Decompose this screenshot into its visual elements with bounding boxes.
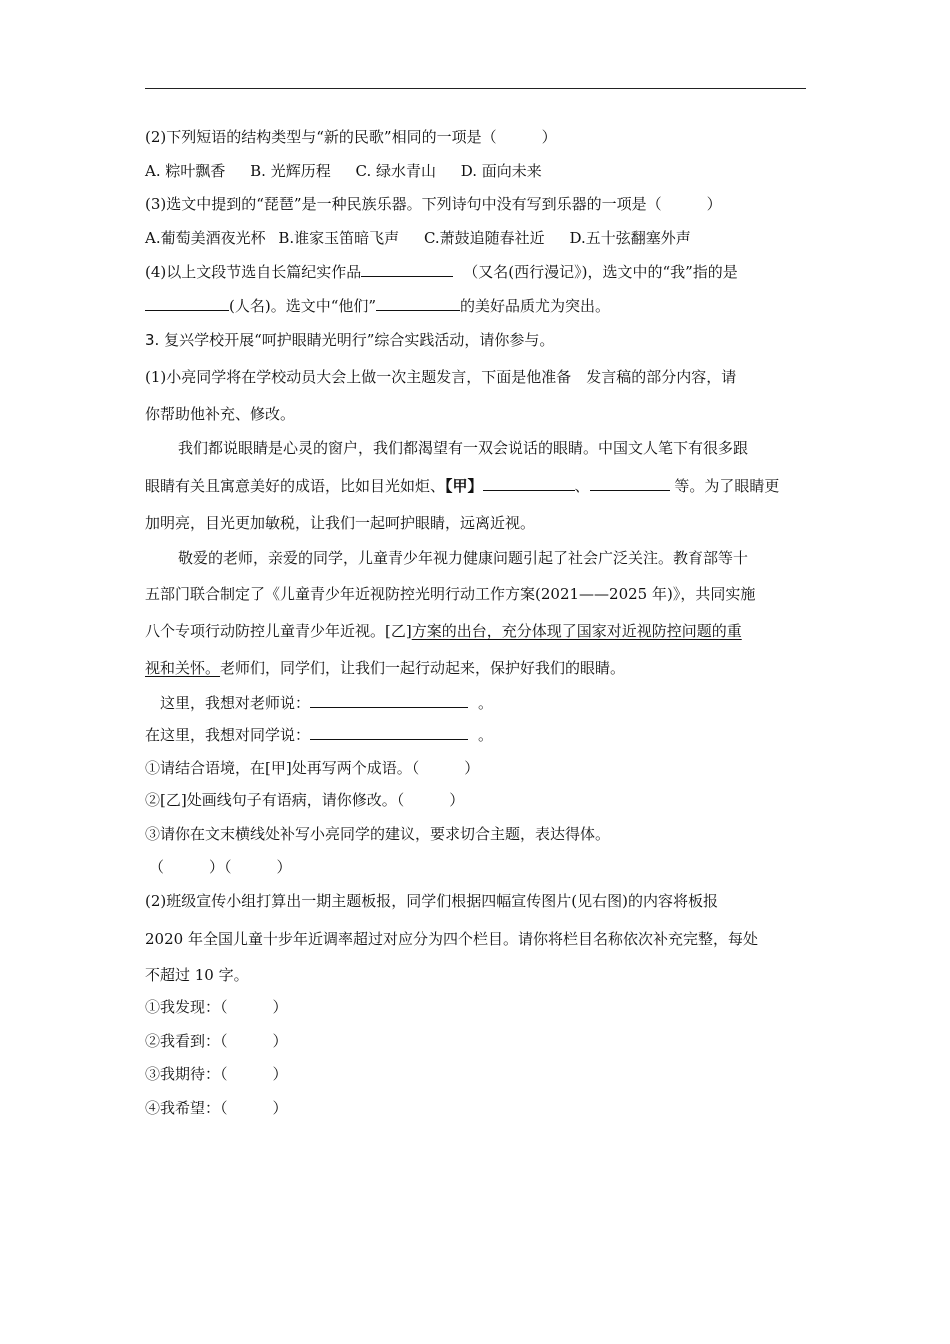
answer-blank[interactable] xyxy=(361,262,453,277)
underlined-sentence: 方案的出台，充分体现了国家对近视防控问题的重 xyxy=(411,622,742,640)
option-d: D.五十弦翻塞外声 xyxy=(569,229,691,247)
answer-blank[interactable] xyxy=(376,296,460,311)
to-teacher-label: 这里，我想对老师说： xyxy=(160,694,311,712)
q3-p1-line2: 你帮助他补充、修改。 xyxy=(145,405,296,423)
q2-4-line2 xyxy=(145,296,610,316)
q3-p2-line1: (2)班级宣传小组打算出一期主题板报，同学们根据四幅宣传图片(见右图)的内容将板报 xyxy=(145,892,718,910)
header-rule xyxy=(145,88,806,89)
speech-text: 等。为了眼睛更 xyxy=(669,477,780,495)
q2-2-options xyxy=(145,161,542,181)
speech-para2-line3 xyxy=(145,621,742,641)
q2-3-options xyxy=(145,228,691,248)
q2-3-stem: (3)选文中提到的“琵琶”是一种民族乐器。下列诗句中没有写到乐器的一项是（ ） xyxy=(145,195,722,213)
board-item-3: ③我期待：（ ） xyxy=(145,1065,288,1083)
option-d: D. 面向未来 xyxy=(460,162,542,180)
sub-question-2: ②[乙]处画线句子有语病，请你修改。（ ） xyxy=(145,791,465,809)
q2-4-text: （又名(西行漫记》)，选文中的“我”指的是 xyxy=(463,263,738,281)
sub-question-1: ①请结合语境，在[甲]处再写两个成语。（ ） xyxy=(145,759,480,777)
speech-para2-line1: 敬爱的老师，亲爱的同学，儿童青少年视力健康问题引起了社会广泛关注。教育部等十 xyxy=(178,549,749,567)
q2-4-text: 的美好品质尤为突出。 xyxy=(460,297,611,315)
q2-2-stem: (2)下列短语的结构类型与“新的民歌”相同的一项是（ ） xyxy=(145,128,557,146)
q3-p2-line2: 2020 年全国儿童十步年近调率超过对应分为四个栏目。请你将栏目名称依次补充完整，每处 xyxy=(145,930,758,948)
speech-text: 八个专项行动防控儿童青少年近视。[乙] xyxy=(145,622,412,640)
idiom-blank-1[interactable] xyxy=(483,476,575,491)
option-c: C.萧鼓追随春社近 xyxy=(423,229,545,247)
q3-title xyxy=(145,330,554,350)
to-teacher-line xyxy=(160,693,493,713)
board-item-2: ②我看到：（ ） xyxy=(145,1032,288,1050)
option-c: C. 绿水青山 xyxy=(355,162,436,180)
speech-text: 、 xyxy=(574,477,590,495)
board-item-1: ①我发现：（ ） xyxy=(145,998,288,1016)
q2-4-line1 xyxy=(145,262,738,282)
speech-text: 老师们，同学们，让我们一起行动起来，保护好我们的眼睛。 xyxy=(220,659,626,677)
option-b: B.谁家玉笛暗飞声 xyxy=(278,229,400,247)
speech-text: 眼睛有关且寓意美好的成语，比如目光如炬、 xyxy=(145,477,446,495)
option-a: A.葡萄美酒夜光杯 xyxy=(145,229,266,247)
idiom-blank-2[interactable] xyxy=(590,476,670,491)
speech-para2-line4 xyxy=(145,658,625,678)
period: 。 xyxy=(478,726,494,744)
board-item-4: ④我希望：（ ） xyxy=(145,1099,288,1117)
speech-para1-line1: 我们都说眼睛是心灵的窗户，我们都渴望有一双会说话的眼睛。中国文人笔下有很多跟 xyxy=(178,439,749,457)
question-title: 复兴学校开展“呵护眼睛光明行”综合实践活动，请你参与。 xyxy=(159,331,555,349)
q2-4-text: (4)以上文段节选自长篇纪实作品 xyxy=(145,263,362,281)
speech-para2-line2: 五部门联合制定了《儿童青少年近视防控光明行动工作方案(2021——2025 年)》，共同实施 xyxy=(145,585,756,603)
student-suggestion-blank[interactable] xyxy=(310,725,468,740)
to-student-line xyxy=(145,725,493,745)
option-a: A. 粽叶飘香 xyxy=(145,162,226,180)
q2-4-text: (人名)。选文中“他们” xyxy=(229,297,377,315)
q3-p1-line1: (1)小亮同学将在学校动员大会上做一次主题发言，下面是他准备 发言稿的部分内容，请 xyxy=(145,368,737,386)
teacher-suggestion-blank[interactable] xyxy=(310,693,468,708)
answer-blank[interactable] xyxy=(145,296,229,311)
underlined-sentence: 视和关怀。 xyxy=(145,659,221,677)
sub-question-3: ③请你在文末横线处补写小亮同学的建议，要求切合主题，表达得体。 xyxy=(145,825,611,843)
speech-para1-line2 xyxy=(145,476,779,496)
q3-p2-line3: 不超过 10 字。 xyxy=(145,966,249,984)
question-number: 3. xyxy=(145,331,160,349)
jia-mark: 【甲】 xyxy=(445,477,483,495)
sub-question-3-answer: （ ）（ ） xyxy=(149,858,292,876)
option-b: B. 光辉历程 xyxy=(250,162,331,180)
period: 。 xyxy=(478,694,494,712)
speech-para1-line3: 加明亮，目光更加敏税，让我们一起呵护眼睛，远离近视。 xyxy=(145,514,536,532)
to-student-label: 在这里，我想对同学说： xyxy=(145,726,311,744)
